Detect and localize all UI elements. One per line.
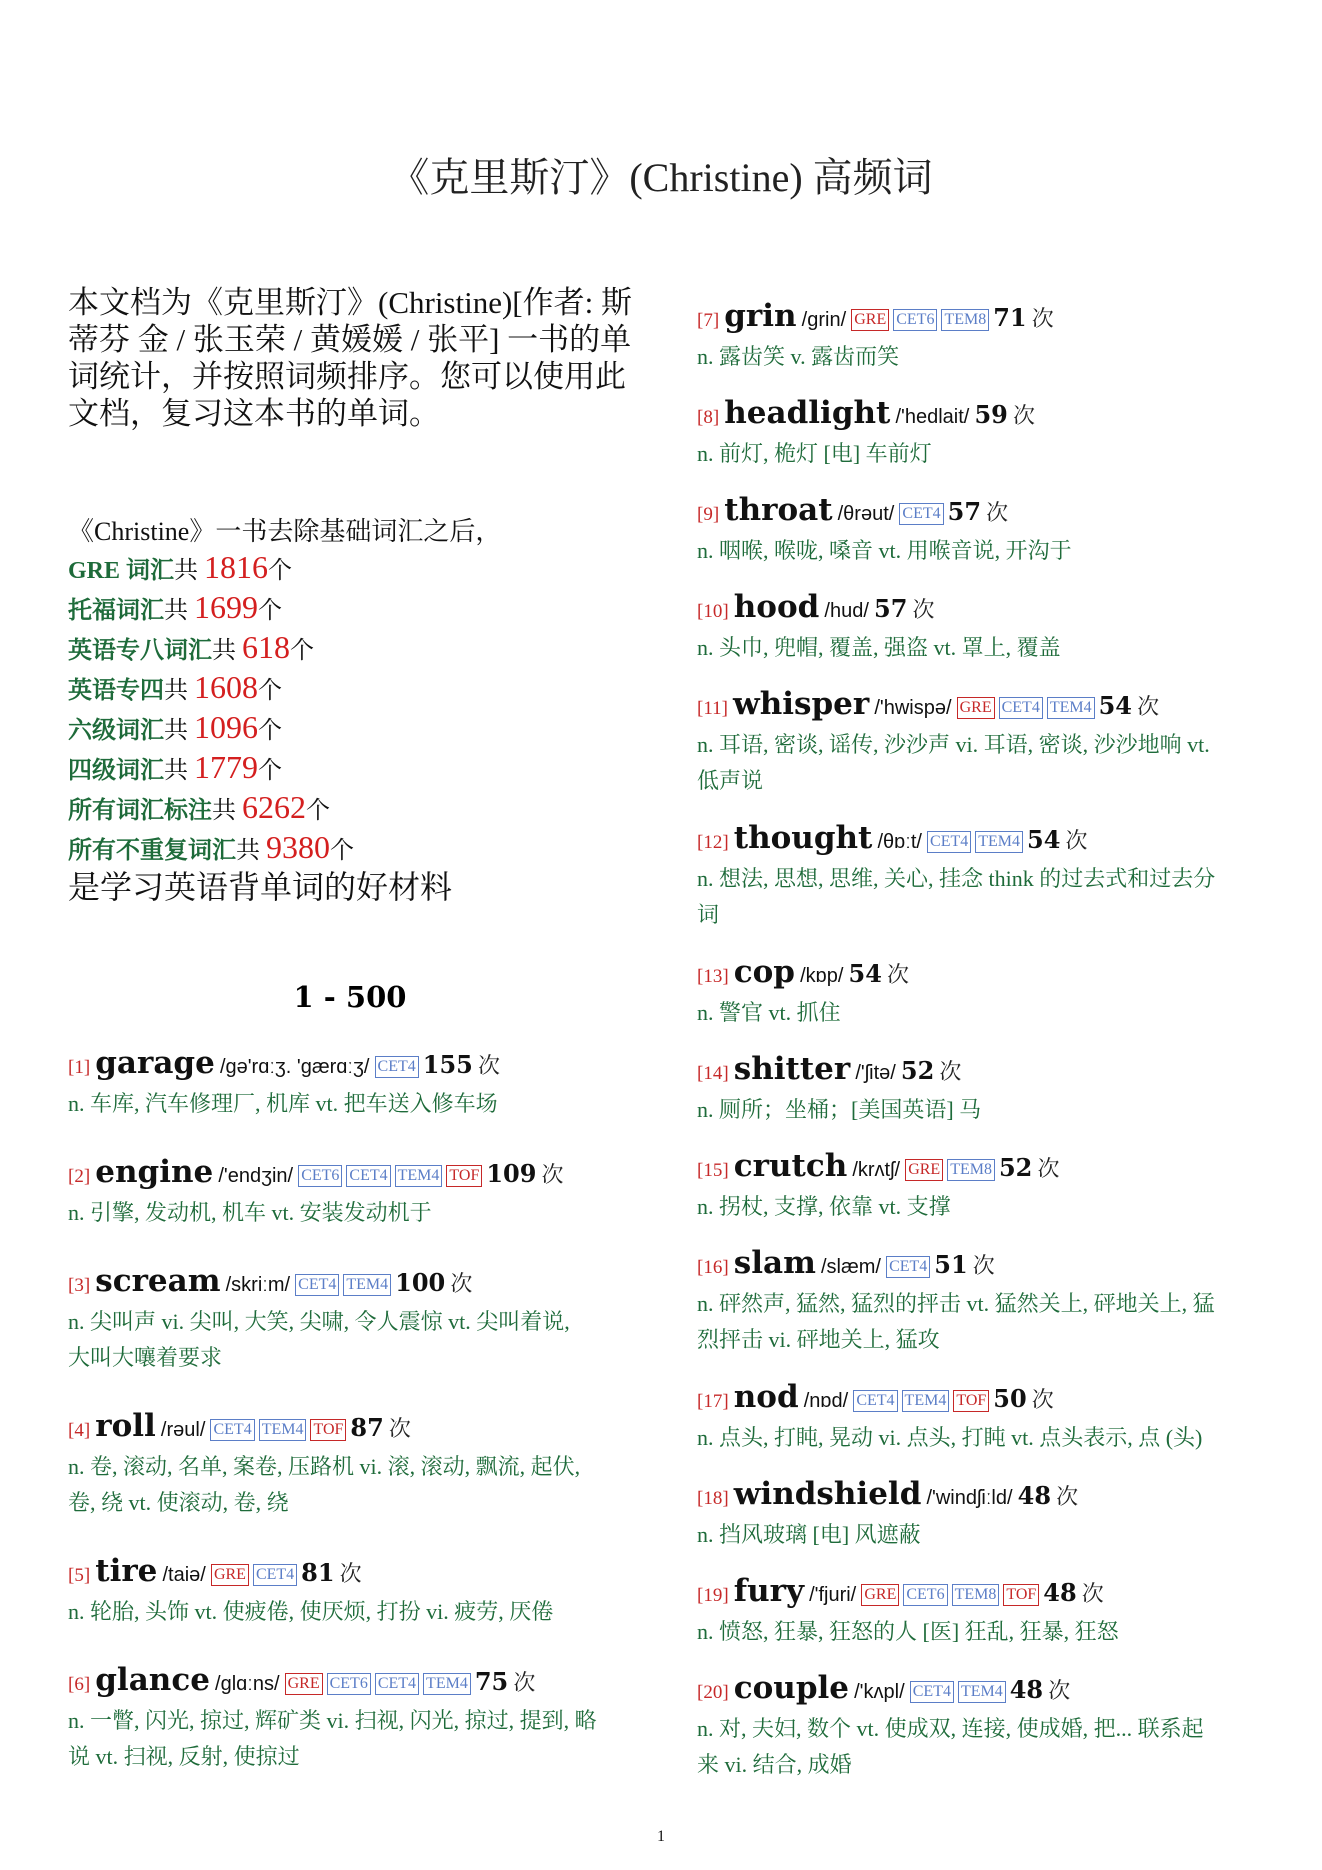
entry-index: [12] <box>697 832 729 853</box>
word-entry <box>697 589 1297 666</box>
stat-unit: 个 <box>330 838 354 864</box>
times-unit: 次 <box>339 1561 362 1586</box>
entry-index: [15] <box>697 1160 729 1181</box>
word-entry <box>697 492 1297 569</box>
entry-word: fury <box>733 1573 804 1609</box>
entry-pronunciation: /kɒp/ <box>800 965 844 987</box>
stat-line <box>68 709 638 749</box>
word-entry <box>68 1263 668 1376</box>
stat-line <box>68 629 638 669</box>
exam-tag: CET4 <box>999 697 1043 719</box>
exam-tag: TOF <box>1003 1584 1039 1606</box>
entry-pronunciation: /'hwispə/ <box>874 697 952 719</box>
stat-unit: 个 <box>258 758 282 784</box>
range-heading: 1 - 500 <box>293 980 407 1014</box>
entry-head <box>697 1245 1297 1286</box>
entry-index: [5] <box>68 1565 91 1586</box>
stat-label: 所有词汇标注 <box>68 798 212 824</box>
entry-count: 50 <box>993 1384 1027 1413</box>
stat-mid: 共 <box>164 678 194 704</box>
exam-tag: TEM4 <box>1047 697 1095 719</box>
entry-word: grin <box>724 298 797 334</box>
stat-mid: 共 <box>212 638 242 664</box>
word-entry <box>697 395 1297 472</box>
entry-definition: 说 vt. 扫视, 反射, 使掠过 <box>68 1744 300 1769</box>
entry-definition: 卷, 绕 vt. 使滚动, 卷, 绕 <box>68 1490 289 1515</box>
exam-tag: TEM4 <box>423 1673 471 1695</box>
exam-tag: TEM4 <box>395 1165 443 1187</box>
entry-pronunciation: /hud/ <box>824 600 869 622</box>
stat-unit: 个 <box>258 718 282 744</box>
entry-word: crutch <box>733 1148 848 1184</box>
statistics-block <box>68 515 638 905</box>
entry-index: [3] <box>68 1275 91 1296</box>
exam-tag: GRE <box>211 1564 249 1586</box>
entry-head <box>68 1263 668 1304</box>
exam-tag: CET4 <box>375 1056 419 1078</box>
times-unit: 次 <box>887 962 910 987</box>
stat-label: GRE 词汇 <box>68 558 175 584</box>
entry-count: 87 <box>350 1413 384 1442</box>
exam-tag: TOF <box>310 1419 346 1441</box>
exam-tag: CET4 <box>886 1256 930 1278</box>
page-number: 1 <box>657 1828 665 1845</box>
entry-count: 100 <box>395 1268 446 1297</box>
stat-unit: 个 <box>290 638 314 664</box>
exam-tag: TEM8 <box>947 1159 995 1181</box>
word-entry <box>697 954 1297 1031</box>
entry-index: [10] <box>697 601 729 622</box>
entry-word: throat <box>724 492 833 528</box>
entry-definition: n. 咽喉, 喉咙, 嗓音 vt. 用喉音说, 开沟于 <box>697 538 1072 563</box>
document-title: 《克里斯汀》(Christine) 高频词 <box>389 155 933 200</box>
entry-pronunciation: /'hedlait/ <box>895 406 970 428</box>
times-unit: 次 <box>1031 306 1054 331</box>
stat-label: 六级词汇 <box>68 718 164 744</box>
entry-head <box>68 1553 668 1594</box>
times-unit: 次 <box>541 1162 564 1187</box>
stat-mid: 共 <box>236 838 266 864</box>
entry-word: engine <box>95 1154 214 1190</box>
times-unit: 次 <box>939 1059 962 1084</box>
entry-index: [9] <box>697 504 720 525</box>
times-unit: 次 <box>1056 1484 1079 1509</box>
entry-definition: 烈抨击 vi. 砰地关上, 猛攻 <box>697 1327 940 1352</box>
entry-pronunciation: /taiə/ <box>162 1564 206 1586</box>
entry-count: 75 <box>474 1667 509 1696</box>
entry-index: [17] <box>697 1391 729 1412</box>
stat-line <box>68 549 638 589</box>
entry-pronunciation: /slæm/ <box>820 1256 881 1278</box>
entry-definition: 低声说 <box>697 768 764 793</box>
stat-number: 618 <box>242 629 290 665</box>
entry-word: glance <box>95 1662 210 1698</box>
times-unit: 次 <box>1012 403 1035 428</box>
entry-word: nod <box>733 1379 799 1415</box>
exam-tag: TEM4 <box>975 831 1023 853</box>
times-unit: 次 <box>912 597 935 622</box>
word-entry <box>697 1051 1297 1128</box>
word-entry <box>68 1154 668 1231</box>
stat-number: 1699 <box>194 589 258 625</box>
exam-tag: TOF <box>446 1165 482 1187</box>
entry-head <box>697 395 1297 436</box>
times-unit: 次 <box>513 1670 536 1695</box>
entry-index: [2] <box>68 1166 91 1187</box>
entry-count: 52 <box>900 1056 935 1085</box>
times-unit: 次 <box>388 1416 411 1441</box>
exam-tag: GRE <box>861 1584 899 1606</box>
stat-line <box>68 829 638 869</box>
entry-definition: n. 耳语, 密谈, 谣传, 沙沙声 vi. 耳语, 密谈, 沙沙地响 vt. <box>697 732 1210 757</box>
entry-word: shitter <box>733 1051 851 1087</box>
times-unit: 次 <box>972 1253 995 1278</box>
times-unit: 次 <box>1031 1387 1054 1412</box>
stat-number: 9380 <box>266 829 330 865</box>
entry-definition: n. 砰然声, 猛然, 猛烈的抨击 vt. 猛然关上, 砰地关上, 猛 <box>697 1291 1215 1316</box>
exam-tag: TEM8 <box>941 309 989 331</box>
exam-tag: CET4 <box>295 1274 339 1296</box>
entry-definition: n. 尖叫声 vi. 尖叫, 大笑, 尖啸, 令人震惊 vt. 尖叫着说, <box>68 1309 570 1334</box>
entry-pronunciation: /'kʌpl/ <box>854 1681 905 1703</box>
entry-head <box>697 298 1297 339</box>
entry-index: [13] <box>697 966 729 987</box>
entry-pronunciation: /glɑːns/ <box>215 1673 280 1695</box>
entry-definition: n. 引擎, 发动机, 机车 vt. 安装发动机于 <box>68 1200 432 1225</box>
entry-definition: n. 挡风玻璃 [电] 风遮蔽 <box>697 1522 921 1547</box>
entry-count: 54 <box>1027 825 1061 854</box>
exam-tag: TEM8 <box>952 1584 1000 1606</box>
entry-head <box>697 1476 1297 1517</box>
word-entry <box>68 1045 668 1122</box>
exam-tag: CET4 <box>853 1390 897 1412</box>
entry-definition: n. 前灯, 桅灯 [电] 车前灯 <box>697 441 932 466</box>
entry-definition: n. 对, 夫妇, 数个 vt. 使成双, 连接, 使成婚, 把... 联系起 <box>697 1716 1204 1741</box>
entry-index: [7] <box>697 310 720 331</box>
intro-paragraph: 本文档为《克里斯汀》(Christine)[作者: 斯蒂芬 金 / 张玉荣 / 黄媛媛 / 张平] 一书的单词统计，并按照词频排序。您可以使用此文档，复习这本书的单词。 <box>68 285 632 431</box>
word-entry <box>68 1408 668 1521</box>
entry-head <box>68 1408 668 1449</box>
entry-definition: 来 vi. 结合, 成婚 <box>697 1752 852 1777</box>
times-unit: 次 <box>477 1053 500 1078</box>
exam-tag: CET6 <box>298 1165 342 1187</box>
stat-number: 1779 <box>194 749 258 785</box>
entry-head <box>697 954 1297 995</box>
exam-tag: GRE <box>905 1159 943 1181</box>
entry-count: 57 <box>947 497 982 526</box>
entry-index: [14] <box>697 1063 729 1084</box>
word-entry <box>697 1573 1297 1650</box>
exam-tag: CET4 <box>375 1673 419 1695</box>
entry-pronunciation: /gə'rɑːʒ. 'gærɑːʒ/ <box>219 1056 370 1078</box>
entry-definition: n. 车库, 汽车修理厂, 机库 vt. 把车送入修车场 <box>68 1091 498 1116</box>
stat-unit: 个 <box>258 678 282 704</box>
entry-word: roll <box>95 1408 156 1444</box>
stats-lead: 《Christine》一书去除基础词汇之后， <box>68 517 502 546</box>
entry-head <box>68 1154 668 1195</box>
entry-definition: n. 警官 vt. 抓住 <box>697 1000 841 1025</box>
entry-word: garage <box>95 1045 215 1081</box>
word-entry <box>697 298 1297 375</box>
word-entry <box>697 820 1297 933</box>
entry-count: 109 <box>486 1159 537 1188</box>
entry-index: [20] <box>697 1682 729 1703</box>
stat-number: 6262 <box>242 789 306 825</box>
entry-pronunciation: /nɒd/ <box>803 1390 849 1412</box>
times-unit: 次 <box>986 500 1009 525</box>
entry-index: [11] <box>697 698 728 719</box>
stat-unit: 个 <box>268 558 293 584</box>
exam-tag: GRE <box>851 309 889 331</box>
stat-unit: 个 <box>258 598 282 624</box>
word-entry <box>68 1553 668 1630</box>
entry-count: 71 <box>993 303 1027 332</box>
stat-number: 1816 <box>204 549 269 585</box>
entry-head <box>68 1662 668 1703</box>
entry-definition: n. 卷, 滚动, 名单, 案卷, 压路机 vi. 滚, 滚动, 飘流, 起伏, <box>68 1454 581 1479</box>
entry-count: 48 <box>1017 1481 1052 1510</box>
exam-tag: TEM4 <box>343 1274 391 1296</box>
entry-pronunciation: /'fjuri/ <box>809 1584 857 1606</box>
entry-index: [1] <box>68 1057 91 1078</box>
word-entry <box>697 1379 1297 1456</box>
exam-tag: TOF <box>953 1390 989 1412</box>
exam-tag: CET4 <box>927 831 971 853</box>
word-entry <box>697 1476 1297 1553</box>
entry-head <box>697 1148 1297 1189</box>
exam-tag: CET4 <box>346 1165 390 1187</box>
entry-pronunciation: /krʌtʃ/ <box>852 1159 901 1181</box>
word-entry <box>697 1148 1297 1225</box>
exam-tag: GRE <box>285 1673 323 1695</box>
stat-label: 所有不重复词汇 <box>68 838 236 864</box>
times-unit: 次 <box>1037 1156 1060 1181</box>
stat-label: 托福词汇 <box>68 598 164 624</box>
word-entry <box>68 1662 668 1775</box>
entry-definition: n. 露齿笑 v. 露齿而笑 <box>697 344 900 369</box>
entry-index: [8] <box>697 407 720 428</box>
entry-word: scream <box>95 1263 221 1299</box>
entry-head <box>697 820 1297 861</box>
stat-mid: 共 <box>164 758 194 784</box>
entry-definition: n. 轮胎, 头饰 vt. 使疲倦, 使厌烦, 打扮 vi. 疲劳, 厌倦 <box>68 1599 554 1624</box>
stats-lines <box>68 549 638 869</box>
entry-pronunciation: /θrəut/ <box>837 503 895 525</box>
entry-count: 54 <box>848 959 882 988</box>
times-unit: 次 <box>450 1271 473 1296</box>
entry-count: 48 <box>1043 1578 1077 1607</box>
entry-head <box>697 1379 1297 1420</box>
word-entry <box>697 1670 1297 1783</box>
entry-pronunciation: /'windʃiːld/ <box>926 1487 1013 1509</box>
stat-number: 1096 <box>194 709 258 745</box>
stat-label: 英语专四 <box>68 678 164 704</box>
entry-definition: n. 头巾, 兜帽, 覆盖, 强盗 vt. 罩上, 覆盖 <box>697 635 1061 660</box>
stat-mid: 共 <box>212 798 242 824</box>
stat-label: 英语专八词汇 <box>68 638 212 664</box>
stat-number: 1608 <box>194 669 258 705</box>
exam-tag: CET4 <box>910 1681 954 1703</box>
exam-tag: CET4 <box>253 1564 297 1586</box>
entry-definition: n. 想法, 思想, 思维, 关心, 挂念 think 的过去式和过去分 <box>697 866 1216 891</box>
stats-closing: 是学习英语背单词的好材料 <box>68 869 453 905</box>
entry-count: 59 <box>974 400 1008 429</box>
exam-tag: TEM4 <box>259 1419 307 1441</box>
exam-tag: TEM4 <box>902 1390 950 1412</box>
entry-count: 48 <box>1009 1675 1044 1704</box>
times-unit: 次 <box>1137 694 1160 719</box>
entry-count: 51 <box>934 1250 968 1279</box>
entry-index: [18] <box>697 1488 729 1509</box>
times-unit: 次 <box>1081 1581 1104 1606</box>
entry-head <box>697 1051 1297 1092</box>
exam-tag: TEM4 <box>958 1681 1006 1703</box>
entry-index: [16] <box>697 1257 729 1278</box>
entry-word: cop <box>733 954 795 990</box>
stat-mid: 共 <box>164 718 194 744</box>
entry-head <box>697 686 1297 727</box>
entry-definition: n. 拐杖, 支撑, 依靠 vt. 支撑 <box>697 1194 951 1219</box>
entry-head <box>68 1045 668 1086</box>
entry-word: couple <box>733 1670 850 1706</box>
entry-word: hood <box>733 589 820 625</box>
exam-tag: CET6 <box>903 1584 947 1606</box>
entry-word: thought <box>733 820 873 856</box>
entry-word: windshield <box>733 1476 922 1512</box>
times-unit: 次 <box>1048 1678 1071 1703</box>
entry-head <box>697 1573 1297 1614</box>
entry-head <box>697 589 1297 630</box>
entry-word: whisper <box>733 686 870 722</box>
entry-index: [4] <box>68 1420 91 1441</box>
entry-index: [6] <box>68 1674 91 1695</box>
word-entry <box>697 686 1297 799</box>
entry-head <box>697 492 1297 533</box>
entry-word: headlight <box>724 395 891 431</box>
stat-line <box>68 789 638 829</box>
entry-definition: n. 一瞥, 闪光, 掠过, 辉矿类 vi. 扫视, 闪光, 掠过, 提到, 略 <box>68 1708 597 1733</box>
exam-tag: GRE <box>957 697 995 719</box>
word-entry <box>697 1245 1297 1358</box>
entry-definition: n. 厕所；坐桶；[美国英语] 马 <box>697 1097 982 1122</box>
entry-count: 54 <box>1098 691 1133 720</box>
entry-pronunciation: /grin/ <box>801 309 847 331</box>
entry-definition: 词 <box>697 902 720 927</box>
stat-mid: 共 <box>174 558 205 584</box>
exam-tag: CET4 <box>899 503 943 525</box>
entry-count: 57 <box>874 594 908 623</box>
exam-tag: CET6 <box>327 1673 371 1695</box>
entry-word: slam <box>733 1245 816 1281</box>
entry-word: tire <box>95 1553 158 1589</box>
exam-tag: CET6 <box>893 309 937 331</box>
entry-pronunciation: /θɒːt/ <box>877 831 922 853</box>
entry-definition: n. 点头, 打盹, 晃动 vi. 点头, 打盹 vt. 点头表示, 点 (头) <box>697 1425 1203 1450</box>
times-unit: 次 <box>1065 828 1088 853</box>
stat-line <box>68 749 638 789</box>
entry-pronunciation: /'endʒin/ <box>218 1165 294 1187</box>
entry-index: [19] <box>697 1585 729 1606</box>
stat-mid: 共 <box>164 598 194 624</box>
exam-tag: CET4 <box>210 1419 254 1441</box>
entry-definition: 大叫大嚷着要求 <box>68 1345 223 1370</box>
entry-count: 155 <box>422 1050 473 1079</box>
entry-definition: n. 愤怒, 狂暴, 狂怒的人 [医] 狂乱, 狂暴, 狂怒 <box>697 1619 1119 1644</box>
entry-pronunciation: /skriːm/ <box>225 1274 291 1296</box>
entry-pronunciation: /'ʃitə/ <box>855 1062 896 1084</box>
entry-count: 52 <box>998 1153 1033 1182</box>
stat-line <box>68 669 638 709</box>
entry-pronunciation: /rəul/ <box>160 1419 206 1441</box>
stat-line <box>68 589 638 629</box>
entry-head <box>697 1670 1297 1711</box>
stat-unit: 个 <box>306 798 330 824</box>
entry-count: 81 <box>301 1558 335 1587</box>
stat-label: 四级词汇 <box>68 758 164 784</box>
